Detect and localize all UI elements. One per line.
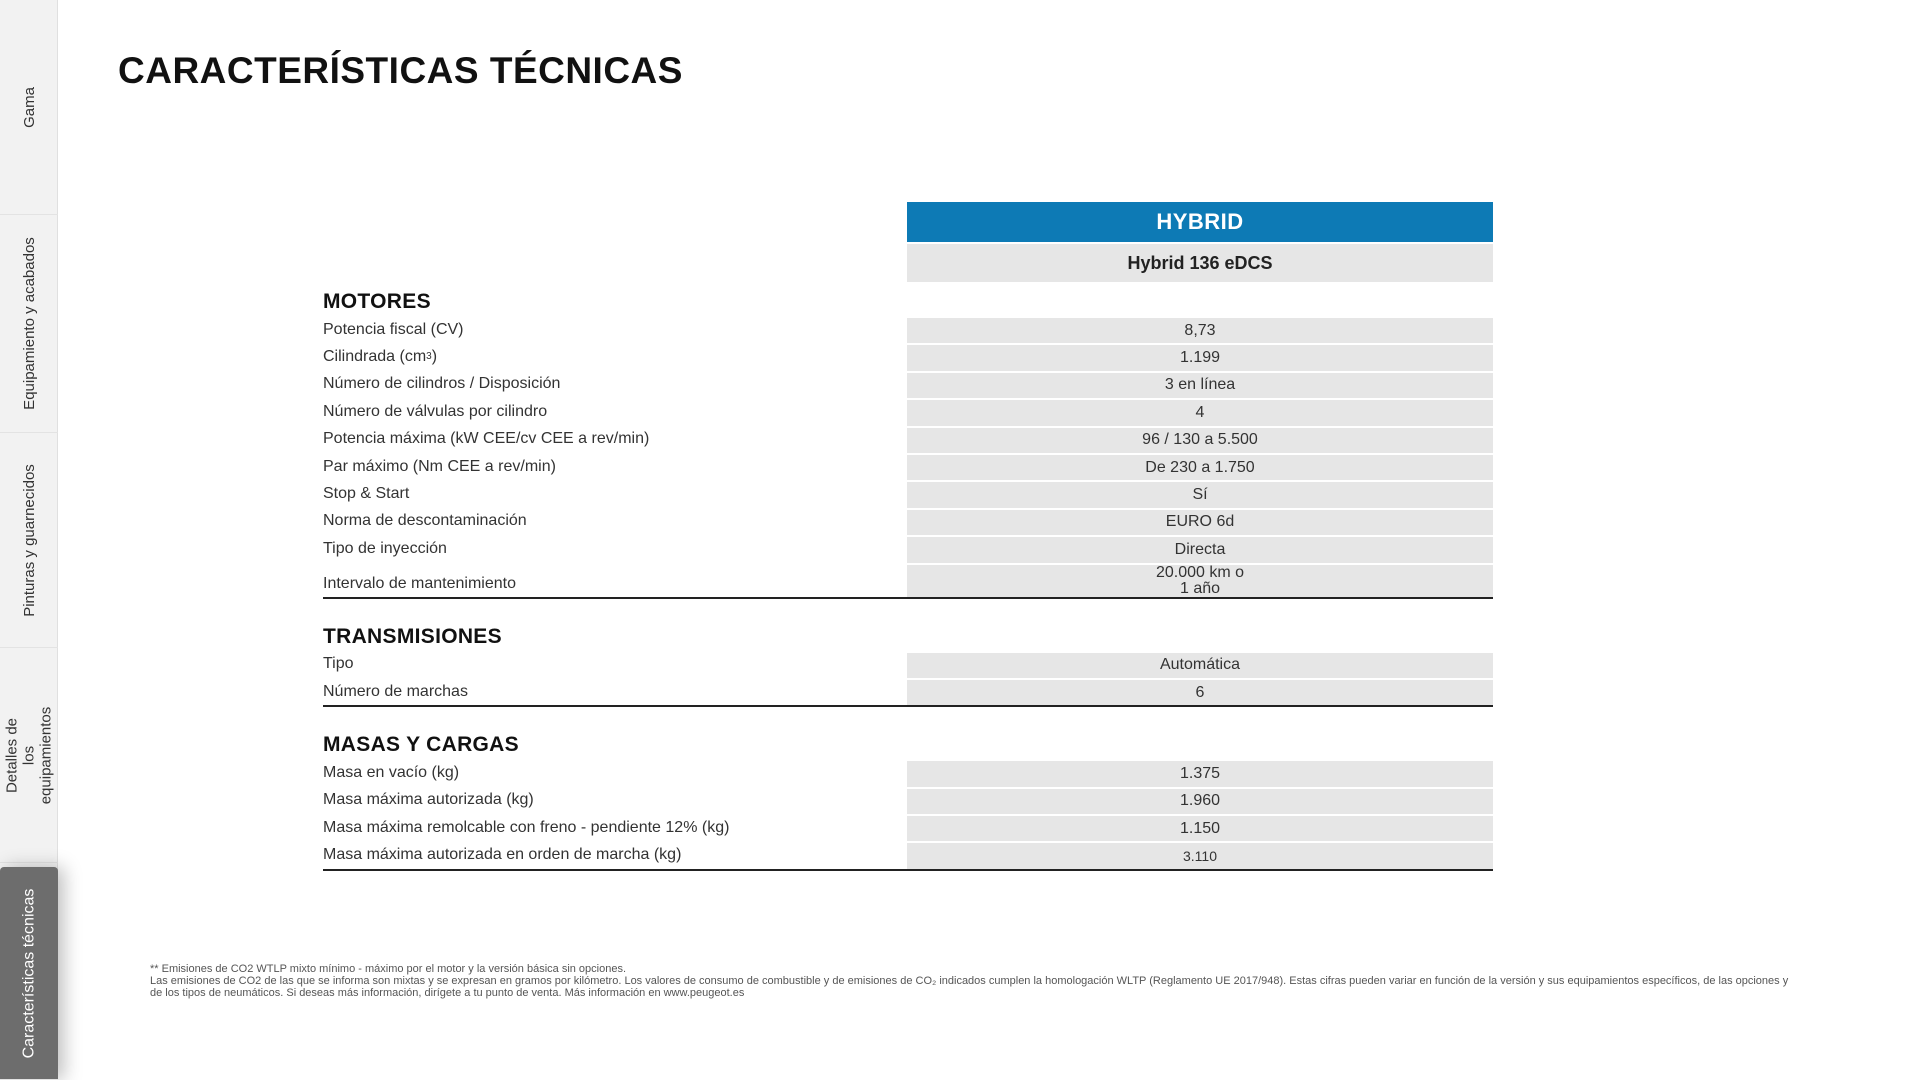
nav-tab-label: Detalles de los equipamientos [3,706,55,804]
nav-tab-label: Equipamiento y acabados [20,237,38,410]
row-label: Par máximo (Nm CEE a rev/min) [323,457,556,475]
table-row [323,343,1493,370]
row-label: Número de válvulas por cilindro [323,402,548,420]
row-value: EURO 6d [907,508,1493,535]
row-value: Automática [907,651,1493,678]
nav-tab-detalles[interactable] [0,648,58,863]
table-row [323,535,1493,562]
table-row [323,841,1493,868]
section-title: TRANSMISIONES [323,624,502,648]
row-label: Masa en vacío (kg) [323,763,460,781]
footnote-line-2: Las emisiones de CO2 de las que se informa son mixtas y se expresan en gramos por kilómetro. Los valores de consumo de combustible y de emisiones de CO₂ indicados cumplen la homologación WLTP (Reglamento UE 2017/948). Estas cifras pueden variar en función de la versión y sus equipamientos específicos, de las opciones y de los tipos de neumáticos. Si deseas más información, dirígete a tu punto de venta. Más información en www.peugeot.es [150,975,1789,999]
table-row [323,371,1493,398]
row-value: 96 / 130 a 5.500 [907,426,1493,453]
version-row [323,244,1493,282]
engine-type-header: HYBRID [907,202,1493,242]
row-value: 3 en línea [907,371,1493,398]
table-row [323,759,1493,786]
nav-tab-caracteristicas[interactable] [0,867,58,1080]
row-value: 3.110 [907,841,1493,868]
table-row [323,426,1493,453]
row-value: De 230 a 1.750 [907,453,1493,480]
table-row [323,398,1493,425]
section-motores [323,286,1493,599]
row-value: 1.960 [907,787,1493,814]
row-value: 1.375 [907,759,1493,786]
table-header-row [323,202,1493,242]
section-masas-y-cargas [323,729,1493,871]
row-label: Masa máxima autorizada (kg) [323,791,534,809]
nav-tab-gama[interactable] [0,0,58,215]
row-label-end: ) [431,348,438,366]
row-label: Potencia fiscal (CV) [323,320,464,338]
row-value: 6 [907,678,1493,705]
table-row [323,814,1493,841]
spec-table [323,202,1493,871]
row-label: Número de marchas [323,682,468,700]
row-value: 20.000 km o 1 año [907,563,1493,597]
row-value: 8,73 [907,316,1493,343]
nav-tab-label: Pinturas y guarnecidos [20,463,38,617]
section-title: MOTORES [323,290,431,313]
row-label: Número de cilindros / Disposición [323,375,561,393]
section-transmisiones [323,621,1493,708]
table-row [323,316,1493,343]
table-row [323,678,1493,705]
row-label: Masa máxima remolcable con freno - pendiente 12% (kg) [323,818,730,836]
nav-tab-label: Características técnicas [20,888,38,1058]
row-label: Tipo [323,655,354,673]
row-value: Directa [907,535,1493,562]
nav-tab-equipamiento[interactable] [0,215,58,433]
section-title: MASAS Y CARGAS [323,733,519,757]
row-label: Masa máxima autorizada en orden de marcha (kg) [323,846,682,864]
row-label: Norma de descontaminación [323,512,527,530]
table-row [323,563,1493,597]
table-row [323,787,1493,814]
row-label-text: Cilindrada (cm [323,348,427,366]
row-label: Tipo de inyección [323,539,447,557]
row-label: Cilindrada (cm 3 ) [323,348,438,366]
nav-tab-label: Gama [20,86,38,128]
footnote [150,963,1790,999]
row-value: Sí [907,480,1493,507]
table-row [323,508,1493,535]
footnote-line-1: ** Emisiones de CO2 WTLP mixto mínimo - máximo por el motor y la versión básica sin opciones. [150,963,627,975]
table-row [323,453,1493,480]
row-value: 1.199 [907,343,1493,370]
row-label: Intervalo de mantenimiento [323,574,516,592]
nav-tab-pinturas[interactable] [0,433,58,648]
row-label: Stop & Start [323,485,410,503]
side-navigation [0,0,58,1080]
row-value: 1.150 [907,814,1493,841]
row-value: 4 [907,398,1493,425]
table-row [323,651,1493,678]
page-title: CARACTERÍSTICAS TÉCNICAS [118,50,683,91]
row-label: Potencia máxima (kW CEE/cv CEE a rev/min) [323,430,650,448]
version-name: Hybrid 136 eDCS [907,244,1493,282]
table-row [323,480,1493,507]
